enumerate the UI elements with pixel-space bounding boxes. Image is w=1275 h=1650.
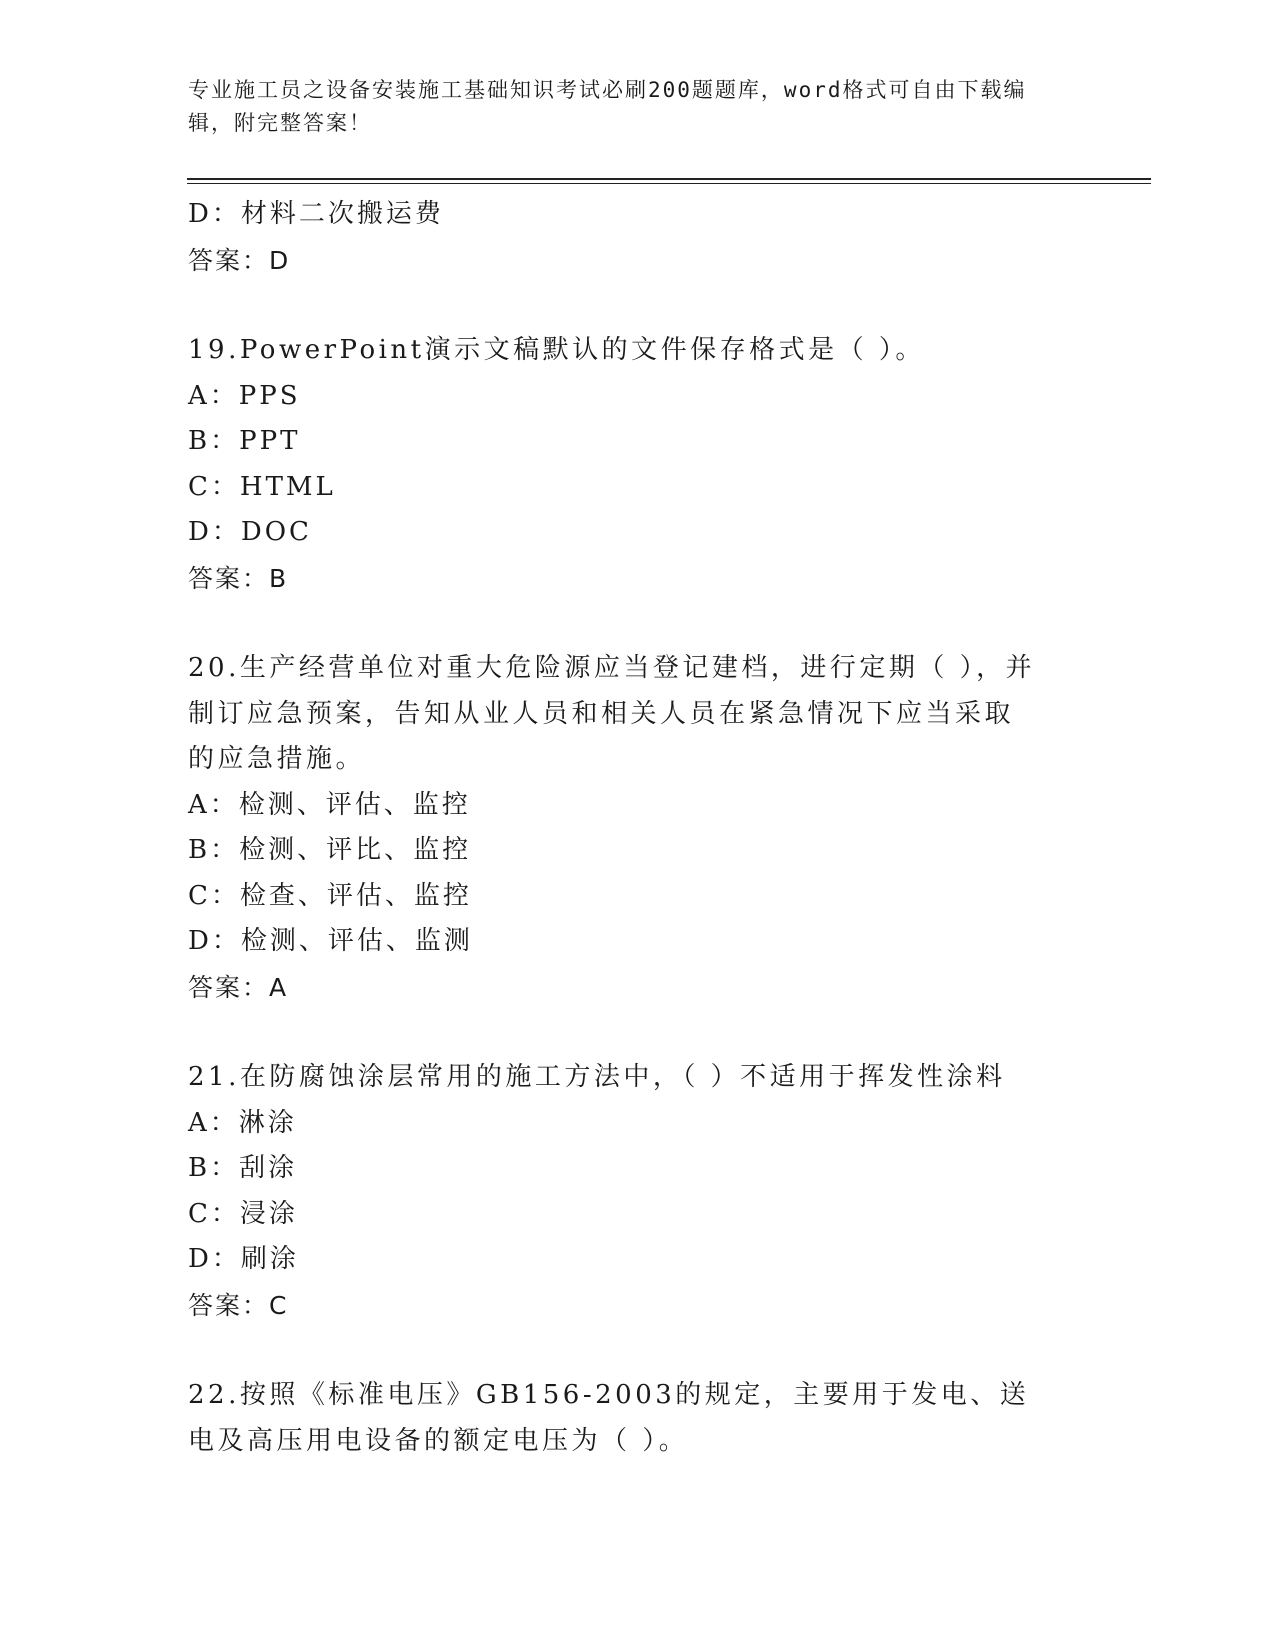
answer: 答案：A xyxy=(188,972,289,1002)
option-a: A：PPS xyxy=(188,380,301,411)
question-22 xyxy=(188,1373,1088,1464)
question-text: 20.生产经营单位对重大危险源应当登记建档，进行定期（ ），并制订应急预案，告知从业人员和相关人员在紧急情况下应当采取的应急措施。 xyxy=(188,653,1036,774)
question-text: 22.按照《标准电压》GB156-2003的规定，主要用于发电、送电及高压用电设备的额定电压为（ ）。 xyxy=(188,1380,1030,1456)
question-21 xyxy=(188,1055,1088,1328)
question-text: 19.PowerPoint演示文稿默认的文件保存格式是（ ）。 xyxy=(188,335,925,365)
option-c: C：浸涂 xyxy=(188,1198,298,1229)
header-rule-thin xyxy=(187,183,1151,184)
question-text: 21.在防腐蚀涂层常用的施工方法中，（ ）不适用于挥发性涂料 xyxy=(188,1062,1006,1092)
answer: 答案：B xyxy=(188,563,289,593)
option-a: A：检测、评估、监控 xyxy=(188,789,471,820)
page-header: 专业施工员之设备安装施工基础知识考试必刷200题题库，word格式可自由下载编辑，附完整答案！ xyxy=(188,78,1027,135)
option-c: C：HTML xyxy=(188,471,336,502)
answer: 答案：C xyxy=(188,1290,289,1320)
option-d: D：材料二次搬运费 xyxy=(188,199,444,229)
option-b: B：刮涂 xyxy=(188,1153,298,1183)
document-body xyxy=(188,192,1088,1464)
answer: 答案：D xyxy=(188,245,291,275)
option-c: C：检查、评估、监控 xyxy=(188,880,472,911)
option-a: A：淋涂 xyxy=(188,1107,297,1138)
option-d: D：DOC xyxy=(188,517,312,547)
header-rule-thick xyxy=(187,178,1151,180)
option-b: B：PPT xyxy=(188,426,301,456)
question-19 xyxy=(188,328,1088,601)
option-b: B：检测、评比、监控 xyxy=(188,835,472,865)
question-20 xyxy=(188,646,1088,1010)
option-d: D：刷涂 xyxy=(188,1244,299,1274)
option-d: D：检测、评估、监测 xyxy=(188,926,473,956)
